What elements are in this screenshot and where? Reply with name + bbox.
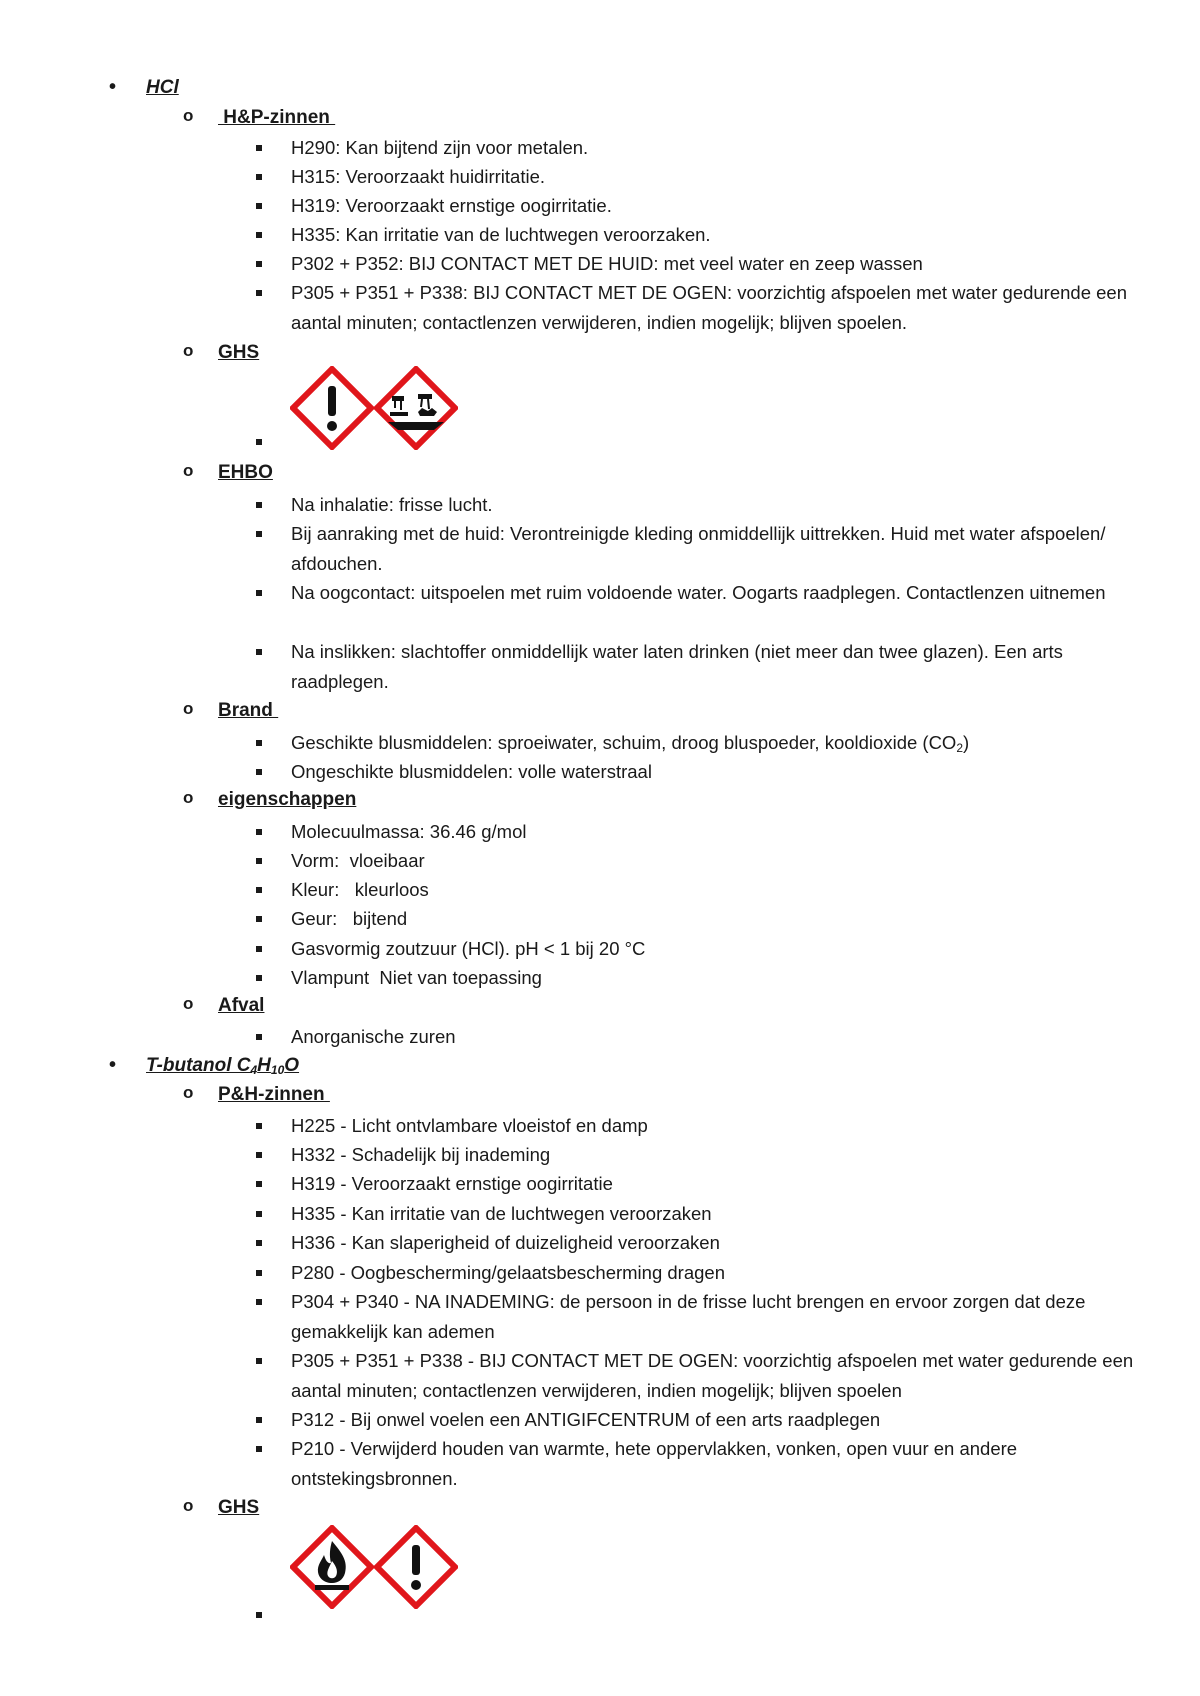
bullet-disc: • [109, 1054, 117, 1076]
title-o: O [284, 1055, 300, 1076]
exclamation-mark-icon [374, 1525, 458, 1609]
bullet-square [256, 439, 262, 445]
bullet-square [256, 1299, 262, 1305]
list-item-text: Bij aanraking met de huid: Verontreinigde kleding onmiddellijk uittrekken. Huid met water afspoelen/ afdouchen. [291, 523, 1111, 574]
list-item-text: Vorm: vloeibaar [291, 850, 425, 871]
closing-paren: ) [963, 732, 970, 753]
list-item-text: P312 - Bij onwel voelen een ANTIGIFCENTRUM of een arts raadplegen [291, 1409, 881, 1430]
subheading-label: P&H-zinnen [218, 1084, 330, 1105]
list-item-text: H336 - Kan slaperigheid of duizeligheid veroorzaken [291, 1232, 720, 1253]
list-item-text: Vlampunt Niet van toepassing [291, 967, 542, 988]
bullet-square [256, 916, 262, 922]
subheading-label: eigenschappen [218, 789, 357, 810]
bullet-square [256, 946, 262, 952]
list-item-text: P304 + P340 - NA INADEMING: de persoon in de frisse lucht brengen en ervoor zorgen dat deze gemakkelijk kan ademen [291, 1291, 1091, 1342]
bullet-circle: o [183, 788, 194, 807]
bullet-square [256, 531, 262, 537]
section-title [146, 1055, 299, 1077]
bullet-square [256, 1417, 262, 1423]
flame-icon [290, 1525, 374, 1609]
list-item-text: Ongeschikte blusmiddelen: volle waterstraal [291, 761, 652, 782]
bullet-square [256, 203, 262, 209]
bullet-circle: o [183, 699, 194, 718]
bullet-square [256, 1181, 262, 1187]
exclamation-mark-icon [290, 366, 374, 450]
list-item-text: Na inslikken: slachtoffer onmiddellijk water laten drinken (niet meer dan twee glazen). Een arts raadplegen. [291, 641, 1069, 692]
bullet-square [256, 232, 262, 238]
subheading-label: GHS [218, 1497, 260, 1518]
subheading-label: H&P-zinnen [218, 107, 336, 128]
list-item-text: Gasvormig zoutzuur (HCl). pH < 1 bij 20 °C [291, 938, 646, 959]
bullet-square [256, 1123, 262, 1129]
list-item-text: H225 - Licht ontvlambare vloeistof en damp [291, 1115, 648, 1136]
list-item-text: Kleur: kleurloos [291, 879, 429, 900]
list-item-text: Na oogcontact: uitspoelen met ruim voldoende water. Oogarts raadplegen. Contactlenzen uitnemen [291, 582, 1106, 603]
subheading-label: Brand [218, 700, 279, 721]
bullet-circle: o [183, 461, 194, 480]
list-item-text: H315: Veroorzaakt huidirritatie. [291, 166, 545, 187]
bullet-square [256, 975, 262, 981]
corrosion-icon [374, 366, 458, 450]
list-item-text: H319: Veroorzaakt ernstige oogirritatie. [291, 195, 612, 216]
list-item-text: P305 + P351 + P338: BIJ CONTACT MET DE OGEN: voorzichtig afspoelen met water gedurende een aantal minuten; contactlenzen verwijderen, indien mogelijk; blijven spoelen. [291, 282, 1133, 333]
bullet-square [256, 1270, 262, 1276]
list-item-text: H335: Kan irritatie van de luchtwegen veroorzaken. [291, 224, 711, 245]
bullet-square [256, 829, 262, 835]
list-item-text: P210 - Verwijderd houden van warmte, hete oppervlakken, vonken, open vuur en andere ontstekingsbronnen. [291, 1438, 1023, 1489]
list-item-text: P280 - Oogbescherming/gelaatsbescherming dragen [291, 1262, 725, 1283]
list-item-text: H290: Kan bijtend zijn voor metalen. [291, 137, 589, 158]
title-h: H [257, 1055, 271, 1076]
bullet-square [256, 649, 262, 655]
list-item-text: P305 + P351 + P338 - BIJ CONTACT MET DE OGEN: voorzichtig afspoelen met water gedurende een aantal minuten; contactlenzen verwijderen, indien mogelijk; blijven spoelen [291, 1350, 1139, 1401]
bullet-circle: o [183, 106, 194, 125]
bullet-square [256, 590, 262, 596]
subscript: 4 [250, 1063, 258, 1077]
list-item-text: P302 + P352: BIJ CONTACT MET DE HUID: met veel water en zeep wassen [291, 253, 923, 274]
subheading-label: Afval [218, 995, 265, 1016]
bullet-circle: o [183, 994, 194, 1013]
bullet-square [256, 174, 262, 180]
subscript: 2 [956, 741, 964, 755]
bullet-square [256, 261, 262, 267]
bullet-circle: o [183, 341, 194, 360]
bullet-disc: • [109, 76, 117, 98]
bullet-square [256, 145, 262, 151]
bullet-square [256, 502, 262, 508]
bullet-square [256, 1034, 262, 1040]
bullet-square [256, 769, 262, 775]
bullet-circle: o [183, 1083, 194, 1102]
list-item-text: H319 - Veroorzaakt ernstige oogirritatie [291, 1173, 613, 1194]
subheading-label: GHS [218, 342, 260, 363]
section-title: HCl [146, 77, 179, 98]
bullet-square [256, 1446, 262, 1452]
bullet-square [256, 1211, 262, 1217]
list-item-text: H332 - Schadelijk bij inademing [291, 1144, 551, 1165]
bullet-square [256, 740, 262, 746]
list-item-text: Molecuulmassa: 36.46 g/mol [291, 821, 527, 842]
subscript: 10 [270, 1063, 285, 1077]
bullet-square [256, 1612, 262, 1618]
bullet-circle: o [183, 1496, 194, 1515]
subheading-label: EHBO [218, 462, 273, 483]
bullet-square [256, 290, 262, 296]
list-item-text: Geur: bijtend [291, 908, 408, 929]
list-item-text: Anorganische zuren [291, 1026, 456, 1047]
bullet-square [256, 887, 262, 893]
bullet-square [256, 1152, 262, 1158]
title-main: T-butanol C [146, 1055, 251, 1076]
list-item-text: Na inhalatie: frisse lucht. [291, 494, 493, 515]
list-item-text: H335 - Kan irritatie van de luchtwegen veroorzaken [291, 1203, 712, 1224]
bullet-square [256, 858, 262, 864]
list-item-text-main: Geschikte blusmiddelen: sproeiwater, schuim, droog bluspoeder, kooldioxide (CO [291, 732, 957, 753]
bullet-square [256, 1358, 262, 1364]
bullet-square [256, 1240, 262, 1246]
